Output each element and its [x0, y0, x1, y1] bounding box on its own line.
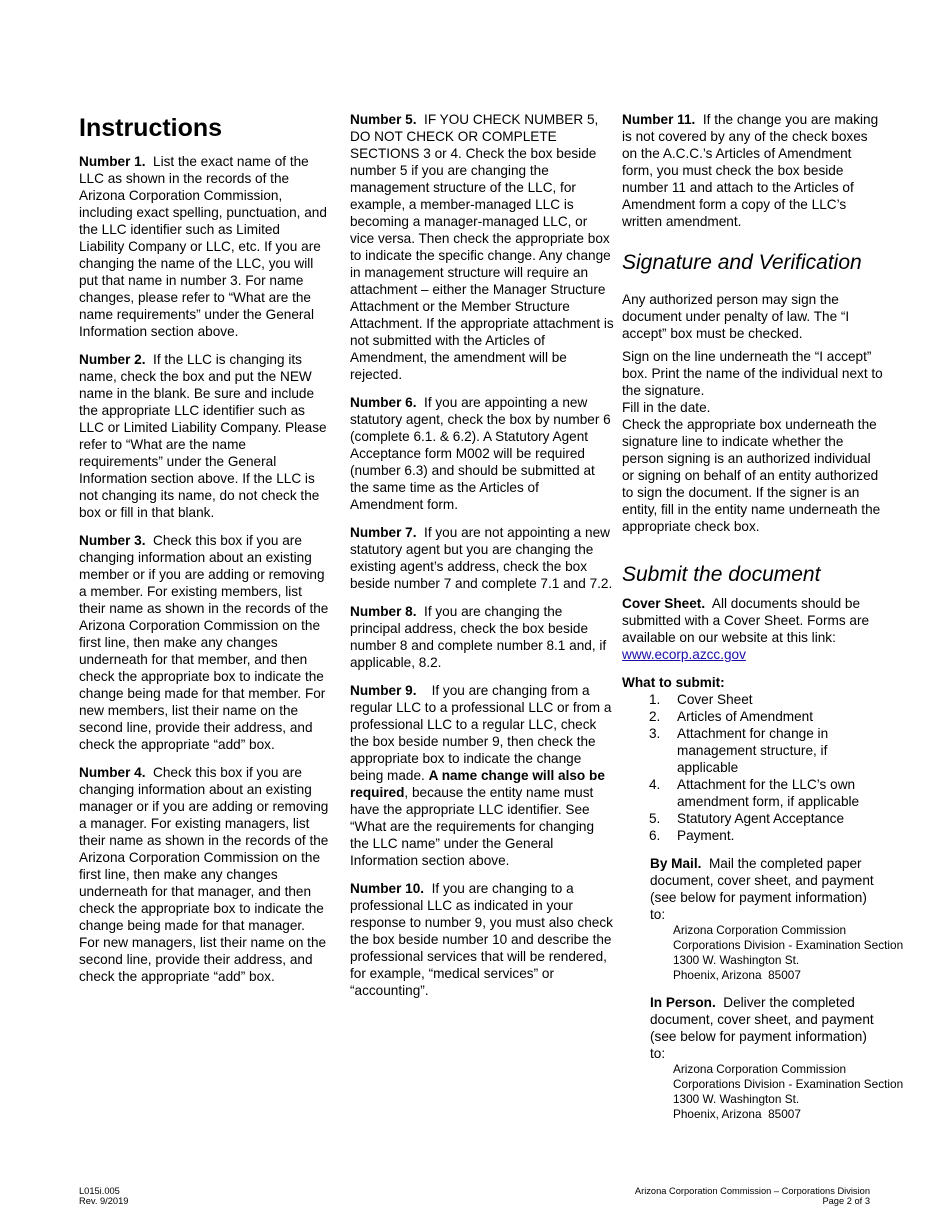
- list-item: [622, 776, 884, 810]
- what-to-submit-label: What to submit:: [622, 675, 725, 690]
- instruction-label: Number 2.: [79, 352, 146, 367]
- instruction-number-7: [350, 524, 615, 592]
- address-line: Arizona Corporation Commission: [673, 923, 847, 937]
- list-number: 3.: [649, 726, 661, 741]
- instruction-text-continued: , because the entity name must have the appropriate LLC identifier. See “What are the requirements for changing the LLC name” under the General Information section above.: [350, 785, 595, 868]
- footer-left: [79, 1186, 128, 1206]
- footer-right: [635, 1186, 870, 1206]
- list-number: 5.: [649, 811, 661, 826]
- address-line: Arizona Corporation Commission: [673, 1062, 847, 1076]
- list-number: 4.: [649, 777, 661, 792]
- by-mail-label: By Mail.: [650, 856, 702, 871]
- agency-name: Arizona Corporation Commission – Corporations Division: [634, 1186, 870, 1196]
- instruction-text: Check this box if you are changing information about an existing manager or if you are adding or removing a manager. For existing managers, list their name as shown in the records of the Arizona Corporation Commission on the first line, then make any changes underneath for that manager, and then check the appropriate box to indicate the change being made for that manager. For new managers, list their name on the second line, provide their address, and check the appropriate “add” box.: [79, 765, 329, 984]
- revision-date: Rev. 9/2019: [79, 1196, 129, 1206]
- instruction-label: Number 1.: [79, 154, 146, 169]
- list-item: [622, 725, 884, 776]
- address-line: 1300 W. Washington St.: [673, 953, 800, 967]
- instruction-label: Number 6.: [350, 395, 417, 410]
- instructions-column-1: [79, 111, 329, 996]
- delivery-address: [673, 1062, 904, 1122]
- instruction-number-11: [622, 111, 884, 230]
- address-line: Phoenix, Arizona 85007: [673, 1107, 801, 1121]
- form-id: L015i.005: [79, 1186, 120, 1196]
- ecorp-website-link[interactable]: www.ecorp.azcc.gov: [622, 647, 746, 662]
- list-number: 1.: [649, 692, 661, 707]
- instruction-text: If you are changing to a professional LLC as indicated in your response to number 9, you must also check the box beside number 10 and describe the professional services that will be rendered, for example, “medical services” or “accounting”.: [350, 881, 613, 998]
- instruction-number-8: [350, 603, 615, 671]
- list-text: Attachment for the LLC’s own amendment form, if applicable: [677, 777, 860, 809]
- page-title: Instructions: [79, 114, 223, 142]
- instruction-label: Number 4.: [79, 765, 146, 780]
- instruction-number-3: [79, 532, 329, 753]
- instruction-label: Number 7.: [350, 525, 417, 540]
- instruction-label: Number 10.: [350, 881, 425, 896]
- instruction-text: If the change you are making is not covered by any of the check boxes on the A.C.C.’s Articles of Amendment form, you must check the box beside number 11 and attach to the Articles of Amendment form a copy of the LLC’s written amendment.: [622, 112, 879, 229]
- instruction-text: If you are changing from a regular LLC to a professional LLC or from a professional LLC to a regular LLC, check the box beside number 9, then check the appropriate box to indicate the change being made.: [350, 683, 612, 783]
- instructions-column-2: [350, 111, 615, 1010]
- instruction-bold-note: A name change will also be required: [350, 768, 605, 800]
- instruction-text: List the exact name of the LLC as shown in the records of the Arizona Corporation Commission, including exact spelling, punctuation, and the LLC identifier such as Limited Liability Company or LLC, etc. If you are changing the name of the LLC, you will put that name in number 3. For name changes, please refer to “What are the name requirements” under the General Information section above.: [79, 154, 327, 339]
- instruction-number-2: [79, 351, 329, 521]
- list-text: Articles of Amendment: [677, 709, 813, 724]
- instruction-label: Number 8.: [350, 604, 417, 619]
- cover-sheet-paragraph: [622, 595, 884, 663]
- mailing-address: [673, 923, 904, 983]
- instruction-text: If you are changing the principal address, check the box beside number 8 and complete number 8.1 and, if applicable, 8.2.: [350, 604, 607, 670]
- list-item: [622, 691, 884, 708]
- in-person-paragraph: [650, 994, 884, 1062]
- by-mail-section: [650, 855, 904, 983]
- list-item: [622, 827, 884, 844]
- in-person-text: Deliver the completed document, cover sheet, and payment (see below for payment information) to:: [650, 995, 874, 1061]
- instruction-text: IF YOU CHECK NUMBER 5, DO NOT CHECK OR COMPLETE SECTIONS 3 or 4. Check the box beside number 5 if you are changing the management structure of the LLC, for example, a member-managed LLC is becoming a manager-managed LLC, or vice versa. Then check the appropriate box to indicate the specific change. Any change in management structure will require an attachment – either the Manager Structure Attachment or the Member Structure Attachment. If the appropriate attachment is not submitted with the Articles of Amendment, the amendment will be rejected.: [350, 112, 614, 382]
- instruction-text: Check this box if you are changing information about an existing member or if you are adding or removing a member. For existing members, list their name as shown in the records of the Arizona Corporation Commission on the first line, then make any changes underneath for that member, and then check the appropriate box to indicate the change being made for that member. For new members, list their name on the second line, provide their address, and check the appropriate “add” box.: [79, 533, 329, 752]
- by-mail-paragraph: [650, 855, 884, 923]
- address-line: Corporations Division - Examination Section: [673, 938, 904, 952]
- list-text: Attachment for change in management structure, if applicable: [677, 726, 829, 775]
- instruction-number-10: [350, 880, 615, 999]
- signature-paragraph-3: Fill in the date.: [622, 400, 711, 415]
- submit-list: [622, 691, 884, 844]
- list-item: [622, 708, 884, 725]
- instructions-column-3: [622, 111, 904, 1122]
- signature-paragraph-1: Any authorized person may sign the document under penalty of law. The “I accept” box must be checked.: [622, 292, 850, 341]
- instruction-text: If the LLC is changing its name, check the box and put the NEW name in the blank. Be sure and include the appropriate LLC identifier such as LLC or Limited Liability Company. Please refer to “What are the name requirements” under the General Information section above. If the LLC is not changing its name, do not check the box or fill in that blank.: [79, 352, 327, 520]
- instruction-text: If you are not appointing a new statutory agent but you are changing the existing agent’s address, check the box beside number 7 and complete 7.1 and 7.2.: [350, 525, 613, 591]
- signature-paragraph-4: Check the appropriate box underneath the signature line to indicate whether the person signing is an authorized individual or signing on behalf of an entity authorized to sign the document. If the signer is an entity, fill in the entity name underneath the appropriate check box.: [622, 417, 881, 534]
- list-text: Statutory Agent Acceptance: [677, 811, 845, 826]
- address-line: Phoenix, Arizona 85007: [673, 968, 801, 982]
- cover-sheet-text: All documents should be submitted with a Cover Sheet. Forms are available on our website at this link:: [622, 596, 870, 645]
- list-item: [622, 810, 884, 827]
- address-line: Corporations Division - Examination Section: [673, 1077, 904, 1091]
- instruction-number-6: [350, 394, 615, 513]
- submit-heading: Submit the document: [622, 563, 821, 586]
- by-mail-text: Mail the completed paper document, cover sheet, and payment (see below for payment information) to:: [650, 856, 874, 922]
- instruction-number-4: [79, 764, 329, 985]
- list-number: 2.: [649, 709, 661, 724]
- in-person-section: [650, 994, 904, 1122]
- list-text: Cover Sheet: [677, 692, 753, 707]
- in-person-label: In Person.: [650, 995, 716, 1010]
- instruction-label: Number 11.: [622, 112, 696, 127]
- instruction-label: Number 3.: [79, 533, 146, 548]
- instruction-number-9: [350, 682, 615, 869]
- list-text: Payment.: [677, 828, 735, 843]
- signature-paragraph-2: Sign on the line underneath the “I accept” box. Print the name of the individual next to the signature.: [622, 349, 883, 398]
- instruction-label: Number 5.: [350, 112, 417, 127]
- instruction-label: Number 9.: [350, 683, 417, 698]
- address-line: 1300 W. Washington St.: [673, 1092, 800, 1106]
- instruction-text: If you are appointing a new statutory agent, check the box by number 6 (complete 6.1. & 6.2). A Statutory Agent Acceptance form M002 will be required (number 6.3) and should be submitted at the same time as the Articles of Amendment form.: [350, 395, 611, 512]
- signature-heading: Signature and Verification: [622, 251, 862, 274]
- cover-sheet-label: Cover Sheet.: [622, 596, 706, 611]
- instruction-number-1: [79, 153, 329, 340]
- list-number: 6.: [649, 828, 661, 843]
- page-number: Page 2 of 3: [822, 1196, 870, 1206]
- instruction-number-5: [350, 111, 615, 383]
